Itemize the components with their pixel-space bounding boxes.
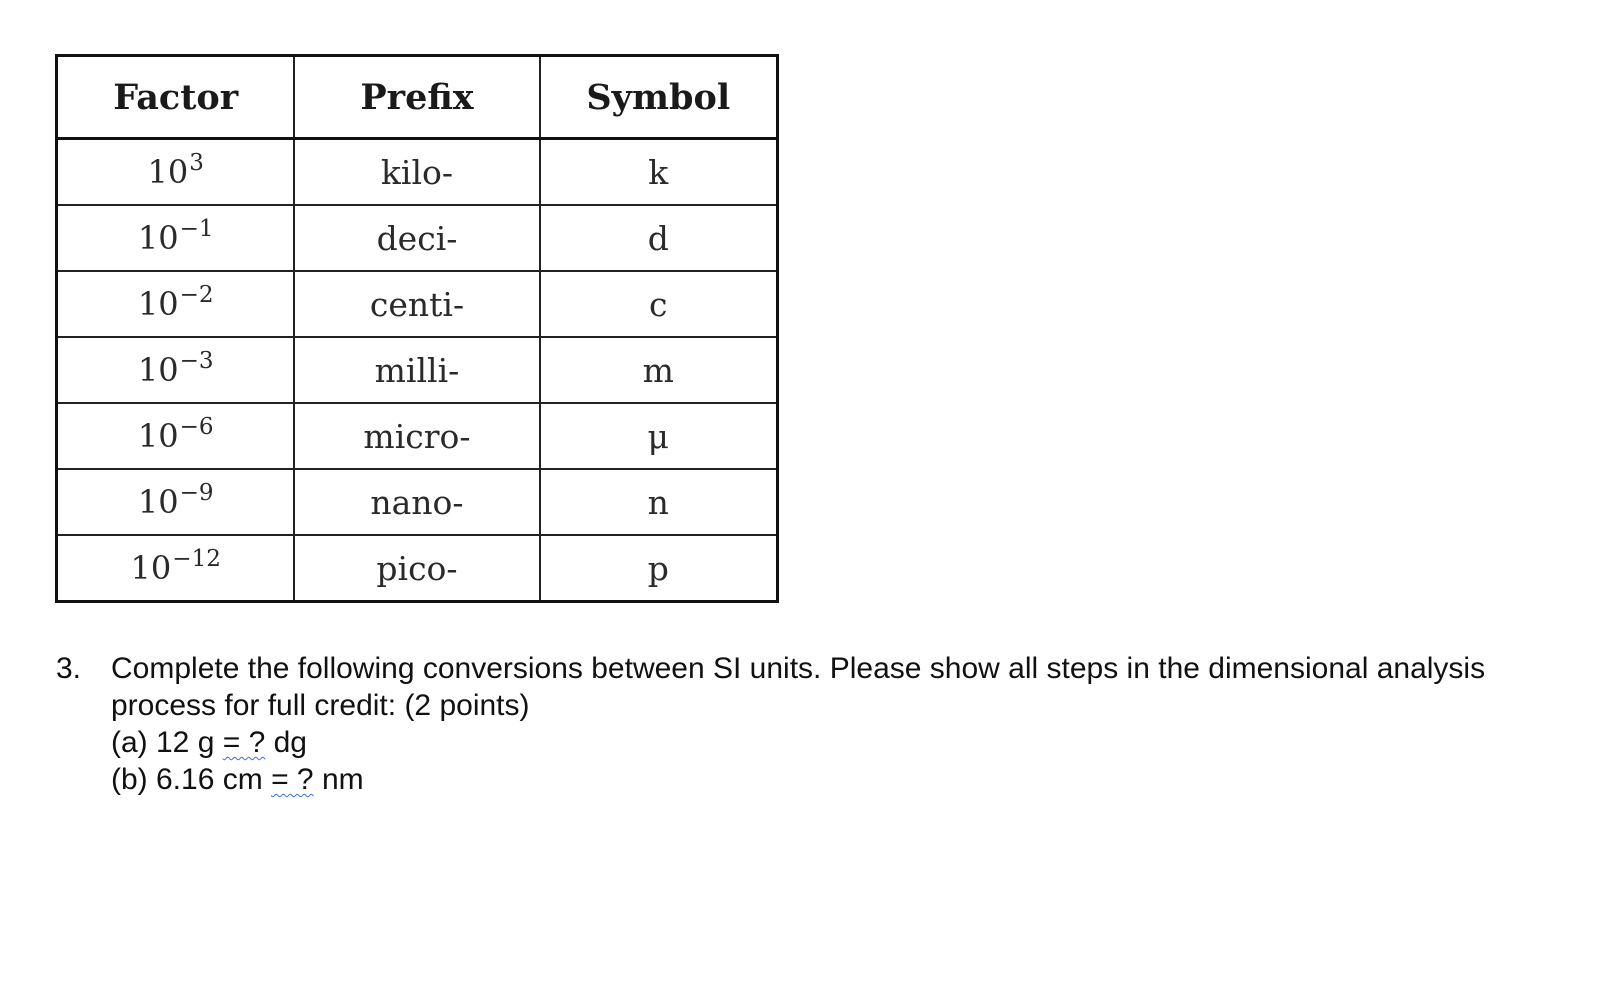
prefix-cell: nano- — [294, 469, 539, 535]
factor-cell — [57, 469, 295, 535]
symbol-cell: c — [540, 271, 778, 337]
symbol-cell: m — [540, 337, 778, 403]
prefix-cell: pico- — [294, 535, 539, 602]
question-part-b — [56, 761, 1596, 798]
si-prefix-table — [55, 54, 779, 603]
part-a-spellcheck-mark[interactable]: = ? — [222, 726, 266, 759]
factor-cell — [57, 337, 295, 403]
table-row — [57, 139, 778, 206]
factor-exponent: 3 — [189, 150, 204, 177]
table-row — [57, 535, 778, 602]
header-prefix: Prefix — [294, 56, 539, 139]
table-row — [57, 205, 778, 271]
factor-base: 10 — [147, 153, 189, 191]
table-header-row — [57, 56, 778, 139]
question-line-1 — [56, 650, 1596, 687]
prefix-cell: deci- — [294, 205, 539, 271]
header-factor: Factor — [57, 56, 295, 139]
prefix-cell: centi- — [294, 271, 539, 337]
symbol-cell: n — [540, 469, 778, 535]
prefix-cell: micro- — [294, 403, 539, 469]
symbol-cell: k — [540, 139, 778, 206]
factor-cell — [57, 271, 295, 337]
table-row — [57, 469, 778, 535]
factor-base: 10 — [130, 549, 172, 587]
factor-cell — [57, 139, 295, 206]
factor-base: 10 — [137, 219, 179, 257]
part-a-suffix: dg — [265, 726, 307, 759]
header-symbol: Symbol — [540, 56, 778, 139]
table-row — [57, 271, 778, 337]
prefix-cell: kilo- — [294, 139, 539, 206]
table-row — [57, 403, 778, 469]
factor-exponent: −12 — [172, 546, 221, 573]
factor-base: 10 — [137, 351, 179, 389]
part-b-prefix: (b) 6.16 cm — [111, 763, 272, 796]
factor-base: 10 — [137, 483, 179, 521]
table-row — [57, 337, 778, 403]
factor-cell — [57, 403, 295, 469]
symbol-cell: μ — [540, 403, 778, 469]
question-number: 3. — [56, 652, 82, 685]
factor-cell — [57, 205, 295, 271]
factor-cell — [57, 535, 295, 602]
factor-base: 10 — [137, 417, 179, 455]
factor-exponent: −9 — [179, 480, 214, 507]
part-b-spellcheck-mark[interactable]: = ? — [271, 763, 314, 796]
part-b-suffix: nm — [313, 763, 364, 796]
symbol-cell: d — [540, 205, 778, 271]
factor-base: 10 — [137, 285, 179, 323]
question-3 — [56, 650, 1596, 798]
question-text: Complete the following conversions between SI units. Please show all steps in the dimensional analysis — [111, 652, 1486, 685]
question-part-a — [56, 724, 1596, 761]
factor-exponent: −2 — [179, 282, 214, 309]
prefix-cell: milli- — [294, 337, 539, 403]
factor-exponent: −1 — [179, 216, 214, 243]
part-a-prefix: (a) 12 g — [111, 726, 223, 759]
factor-exponent: −6 — [179, 414, 214, 441]
factor-exponent: −3 — [179, 348, 214, 375]
question-line-2: process for full credit: (2 points) — [111, 689, 530, 722]
symbol-cell: p — [540, 535, 778, 602]
